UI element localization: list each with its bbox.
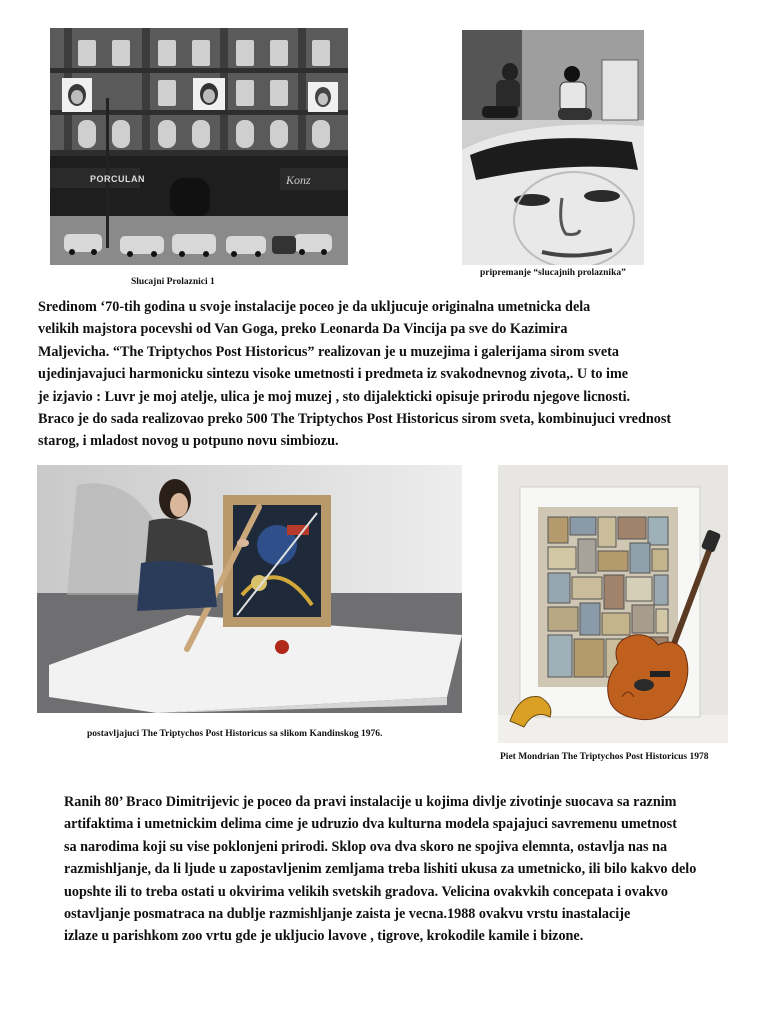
mondrian-illustration [498,465,728,743]
photo-preparing-portraits [462,30,644,265]
photo-kandinsky-installation [37,465,462,713]
shop-sign-right: Konz [286,173,311,187]
paragraph1-line: ujedinjavajuci harmonicku sintezu visoke umetnosti i predmeta iz svakodnevnog zivota,. U to ime [38,366,629,383]
portrait-banner-left [62,78,92,112]
paragraph2-line: sa narodima koji su vise poklonjeni prirodi. Sklop ova dva skoro ne spojiva elemnta, ostavlja nas na [64,838,668,855]
caption-kandinsky: postavljajuci The Triptychos Post Historicus sa slikom Kandinskog 1976. [87,729,383,739]
paragraph2-line: artifaktima i umetnickim delima cime je udruzio dva kulturna modela spajajuci savremenu umetnost [64,816,677,833]
paragraph2-line: uopshte ili to treba ostati u okvirima velikih svetskih gradova. Velicina ovakvkih concepata i ovakvo [64,883,668,900]
paragraph-eighties [64,791,696,948]
portrait-banner-right [308,82,338,112]
paragraph1-line: Braco je do sada realizovao preko 500 The Triptychos Post Historicus sirom sveta, kombinujuci vrednost [38,411,672,428]
caption-building: Slucajni Prolaznici 1 [131,277,215,287]
paragraph-seventies [38,296,671,453]
paragraph2-line: izlaze u parishkom zoo vrtu gde je ukljucio lavove , tigrove, krokodile kamile i bizone. [64,928,584,945]
paragraph2-line: ostavljanje posmatraca na dublje razmishljanje zaista je vecna.1988 ovakvu vrstu inastalacije [64,906,631,923]
caption-preparing: pripremanje “slucajnih prolaznika” [480,268,626,278]
caption-mondrian: Piet Mondrian The Triptychos Post Historicus 1978 [500,752,709,762]
photo-building-facade [50,28,348,265]
shop-sign-left: PORCULAN [90,174,145,184]
paragraph2-line: Ranih 80’ Braco Dimitrijevic je poceo da pravi instalacije u kojima divlje zivotinje suocava sa raznim [64,794,677,810]
preparing-illustration [462,30,644,265]
paragraph1-line: starog, i mladost novog u potpuno novu simbiozu. [38,433,339,450]
paragraph1-line: Maljevicha. “The Triptychos Post Historicus” realizovan je u muzejima i galerijama sirom sveta [38,343,619,360]
kandinsky-painting [223,495,331,627]
paragraph1-line: velikih majstora pocevshi od Van Goga, preko Leonarda Da Vincija pa sve do Kazimira [38,321,568,338]
portrait-banner-center [193,78,225,110]
paragraph1-line: je izjavio : Luvr je moj atelje, ulica je moj muzej , sto dijalekticki opisuje prirodu njegove licnosti. [38,388,631,405]
apple [275,640,289,654]
photo-mondrian-installation [498,465,728,743]
paragraph2-line: razmishljanje, da li ljude u zapostavljenim zemljama treba lishiti ukusa za umetnicko, ili bilo kakvo delo [64,861,697,878]
giant-face-print [462,124,644,265]
kandinsky-illustration [37,465,462,713]
building-illustration [50,28,348,265]
paragraph1-line: Sredinom ‘70-tih godina u svoje instalacije poceo je da ukljucuje originalna umetnicka dela [38,299,591,315]
